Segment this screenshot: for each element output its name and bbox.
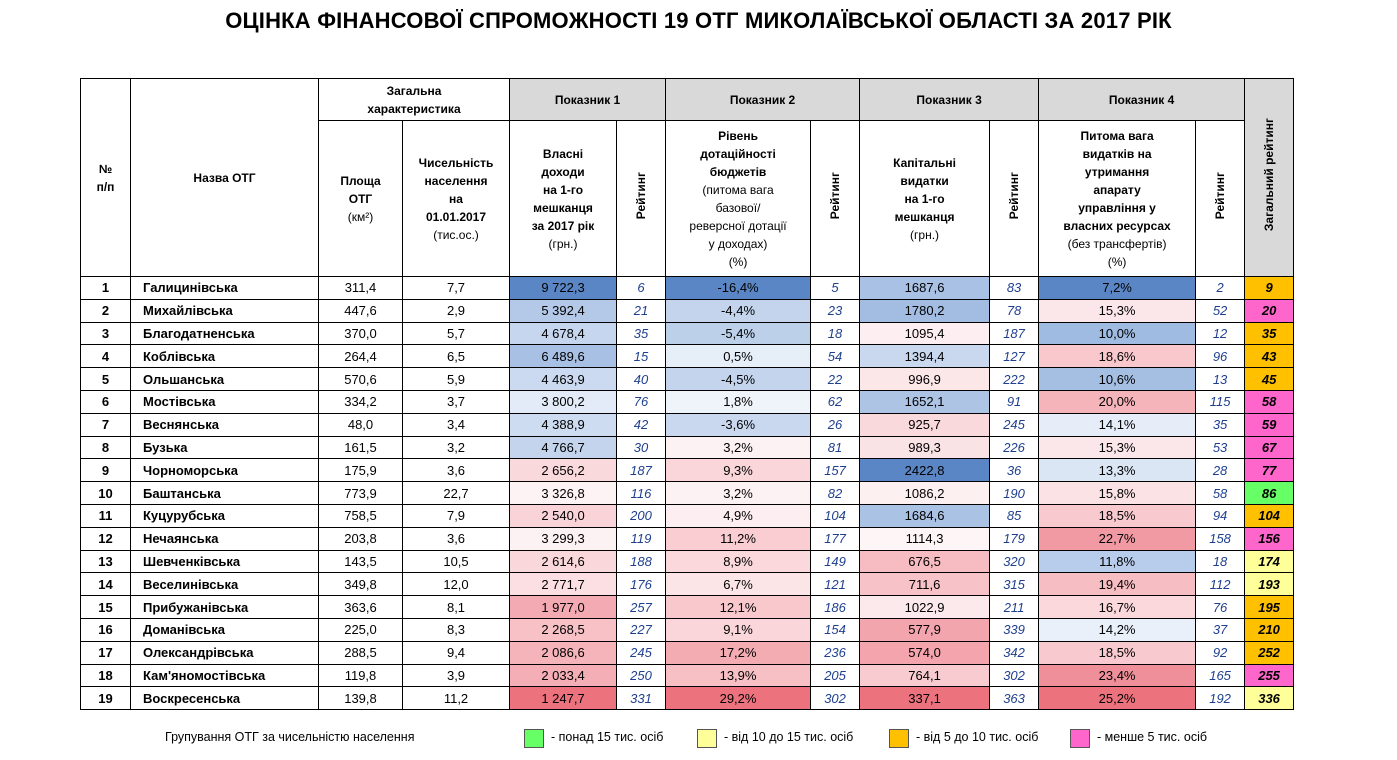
cell-population: 3,7 [403,390,510,413]
cell-r1: 257 [617,596,666,619]
cell-r1: 119 [617,527,666,550]
legend-swatch-orange [889,729,909,748]
header-p2: Показник 2 [666,79,860,121]
cell-name: Куцурубська [131,504,319,527]
cell-area: 570,6 [319,368,403,391]
cell-total: 58 [1245,390,1294,413]
cell-p3: 1687,6 [860,277,990,300]
cell-p3: 337,1 [860,687,990,710]
cell-r1: 176 [617,573,666,596]
legend [0,728,1397,748]
cell-r3: 245 [990,413,1039,436]
header-p1: Показник 1 [510,79,666,121]
cell-p1: 2 614,6 [510,550,617,573]
cell-r4: 165 [1196,664,1245,687]
table-row [81,596,1294,619]
legend-item: - від 5 до 10 тис. осіб [916,730,1039,744]
cell-population: 5,7 [403,322,510,345]
cell-p2: 9,3% [666,459,811,482]
cell-area: 773,9 [319,482,403,505]
table-row [81,436,1294,459]
cell-p4: 15,3% [1039,299,1196,322]
cell-r3: 179 [990,527,1039,550]
cell-num: 8 [81,436,131,459]
table-row [81,299,1294,322]
cell-r1: 42 [617,413,666,436]
cell-r4: 96 [1196,345,1245,368]
cell-p2: -16,4% [666,277,811,300]
cell-num: 12 [81,527,131,550]
cell-r3: 85 [990,504,1039,527]
cell-p1: 2 033,4 [510,664,617,687]
cell-p3: 577,9 [860,618,990,641]
cell-r4: 18 [1196,550,1245,573]
cell-r4: 192 [1196,687,1245,710]
cell-p1: 2 656,2 [510,459,617,482]
cell-r2: 177 [811,527,860,550]
cell-r4: 53 [1196,436,1245,459]
cell-r2: 26 [811,413,860,436]
cell-r3: 315 [990,573,1039,596]
cell-population: 11,2 [403,687,510,710]
cell-population: 7,7 [403,277,510,300]
cell-r1: 187 [617,459,666,482]
cell-r1: 227 [617,618,666,641]
header-p1-desc: Власні доходи на 1-го мешканця за 2017 рік (грн.) [510,121,617,277]
cell-p1: 2 540,0 [510,504,617,527]
cell-r4: 158 [1196,527,1245,550]
cell-name: Веселинівська [131,573,319,596]
cell-r3: 342 [990,641,1039,664]
header-p2-desc: Рівень дотаційності бюджетів (питома вага базової/ реверсної дотації у доходах) (%) [666,121,811,277]
table-row [81,345,1294,368]
cell-total: 193 [1245,573,1294,596]
table-row [81,504,1294,527]
cell-r1: 76 [617,390,666,413]
cell-total: 9 [1245,277,1294,300]
cell-r2: 23 [811,299,860,322]
cell-p4: 10,6% [1039,368,1196,391]
cell-num: 18 [81,664,131,687]
cell-name: Коблівська [131,345,319,368]
header-area: Площа ОТГ (км²) [319,121,403,277]
cell-p3: 1095,4 [860,322,990,345]
header-total: Загальний рейтинг [1245,79,1294,277]
cell-p1: 4 388,9 [510,413,617,436]
cell-total: 252 [1245,641,1294,664]
header-general: Загальна характеристика [319,79,510,121]
header-p4-desc: Питома вага видатків на утримання апарату управління у власних ресурсах (без трансфертів) (%) [1039,121,1196,277]
cell-r3: 78 [990,299,1039,322]
cell-r3: 190 [990,482,1039,505]
cell-population: 3,6 [403,527,510,550]
cell-p2: -4,4% [666,299,811,322]
cell-p1: 3 326,8 [510,482,617,505]
cell-p1: 4 463,9 [510,368,617,391]
legend-label: Групування ОТГ за чисельністю населення [165,730,415,744]
cell-p4: 18,5% [1039,641,1196,664]
cell-r2: 302 [811,687,860,710]
cell-r1: 200 [617,504,666,527]
cell-num: 2 [81,299,131,322]
legend-item: - понад 15 тис. осіб [551,730,664,744]
cell-num: 9 [81,459,131,482]
cell-population: 5,9 [403,368,510,391]
cell-r1: 6 [617,277,666,300]
cell-p3: 1022,9 [860,596,990,619]
header-p3-desc: Капітальні видатки на 1-го мешканця (грн.) [860,121,990,277]
cell-num: 17 [81,641,131,664]
cell-name: Нечаянська [131,527,319,550]
cell-p2: 8,9% [666,550,811,573]
cell-p1: 2 086,6 [510,641,617,664]
cell-r4: 92 [1196,641,1245,664]
cell-p3: 989,3 [860,436,990,459]
cell-p4: 11,8% [1039,550,1196,573]
cell-r3: 302 [990,664,1039,687]
cell-name: Мостівська [131,390,319,413]
cell-r2: 186 [811,596,860,619]
cell-r4: 58 [1196,482,1245,505]
cell-p4: 25,2% [1039,687,1196,710]
cell-population: 9,4 [403,641,510,664]
cell-population: 3,6 [403,459,510,482]
table-row [81,687,1294,710]
table-row [81,368,1294,391]
cell-total: 174 [1245,550,1294,573]
legend-item: - менше 5 тис. осіб [1097,730,1208,744]
cell-r2: 54 [811,345,860,368]
cell-area: 175,9 [319,459,403,482]
cell-name: Шевченківська [131,550,319,573]
cell-r3: 83 [990,277,1039,300]
cell-p3: 1684,6 [860,504,990,527]
cell-area: 311,4 [319,277,403,300]
cell-p2: 17,2% [666,641,811,664]
cell-area: 447,6 [319,299,403,322]
cell-p1: 2 268,5 [510,618,617,641]
cell-p2: 11,2% [666,527,811,550]
cell-r4: 94 [1196,504,1245,527]
cell-p3: 676,5 [860,550,990,573]
cell-area: 48,0 [319,413,403,436]
legend-swatch-pink [1070,729,1090,748]
cell-r3: 222 [990,368,1039,391]
cell-r1: 116 [617,482,666,505]
header-num: № п/п [81,79,131,277]
cell-r4: 13 [1196,368,1245,391]
cell-r2: 22 [811,368,860,391]
cell-p4: 22,7% [1039,527,1196,550]
header-name: Назва ОТГ [131,79,319,277]
cell-name: Олександрівська [131,641,319,664]
cell-area: 119,8 [319,664,403,687]
cell-num: 15 [81,596,131,619]
cell-num: 3 [81,322,131,345]
cell-r2: 205 [811,664,860,687]
cell-total: 210 [1245,618,1294,641]
table-row [81,459,1294,482]
cell-p1: 5 392,4 [510,299,617,322]
cell-total: 156 [1245,527,1294,550]
cell-p4: 7,2% [1039,277,1196,300]
cell-r2: 104 [811,504,860,527]
cell-p1: 2 771,7 [510,573,617,596]
header-p3-rating: Рейтинг [990,121,1039,277]
cell-r3: 211 [990,596,1039,619]
table-row [81,664,1294,687]
header-population: Чисельність населення на 01.01.2017 (тис.ос.) [403,121,510,277]
cell-num: 1 [81,277,131,300]
cell-total: 336 [1245,687,1294,710]
cell-p2: 9,1% [666,618,811,641]
cell-area: 203,8 [319,527,403,550]
cell-p1: 3 299,3 [510,527,617,550]
legend-item: - від 10 до 15 тис. осіб [724,730,854,744]
cell-p4: 13,3% [1039,459,1196,482]
cell-p3: 1394,4 [860,345,990,368]
cell-r3: 91 [990,390,1039,413]
cell-r4: 112 [1196,573,1245,596]
cell-total: 59 [1245,413,1294,436]
cell-area: 363,6 [319,596,403,619]
cell-total: 67 [1245,436,1294,459]
cell-r1: 245 [617,641,666,664]
cell-name: Воскресенська [131,687,319,710]
cell-population: 3,9 [403,664,510,687]
cell-r3: 363 [990,687,1039,710]
table-row [81,413,1294,436]
cell-num: 13 [81,550,131,573]
cell-r4: 115 [1196,390,1245,413]
cell-name: Михайлівська [131,299,319,322]
header-p3: Показник 3 [860,79,1039,121]
cell-r2: 18 [811,322,860,345]
cell-population: 3,2 [403,436,510,459]
cell-p3: 1114,3 [860,527,990,550]
cell-r2: 81 [811,436,860,459]
cell-r3: 226 [990,436,1039,459]
cell-p2: 29,2% [666,687,811,710]
legend-swatch-yellow [697,729,717,748]
cell-r1: 331 [617,687,666,710]
cell-p2: 13,9% [666,664,811,687]
cell-r1: 21 [617,299,666,322]
cell-population: 10,5 [403,550,510,573]
cell-p3: 764,1 [860,664,990,687]
table-row [81,550,1294,573]
cell-num: 19 [81,687,131,710]
cell-name: Прибужанівська [131,596,319,619]
cell-p4: 15,8% [1039,482,1196,505]
cell-p1: 6 489,6 [510,345,617,368]
cell-num: 4 [81,345,131,368]
header-p4-rating: Рейтинг [1196,121,1245,277]
cell-r4: 37 [1196,618,1245,641]
cell-r2: 157 [811,459,860,482]
cell-name: Баштанська [131,482,319,505]
cell-r1: 35 [617,322,666,345]
cell-name: Ольшанська [131,368,319,391]
table-row [81,618,1294,641]
cell-p1: 1 977,0 [510,596,617,619]
cell-num: 7 [81,413,131,436]
cell-p2: 3,2% [666,436,811,459]
cell-population: 22,7 [403,482,510,505]
cell-r4: 12 [1196,322,1245,345]
cell-num: 6 [81,390,131,413]
cell-total: 255 [1245,664,1294,687]
cell-r2: 62 [811,390,860,413]
cell-r1: 15 [617,345,666,368]
cell-area: 161,5 [319,436,403,459]
table-row [81,482,1294,505]
cell-r1: 188 [617,550,666,573]
cell-total: 195 [1245,596,1294,619]
cell-p2: 4,9% [666,504,811,527]
cell-population: 12,0 [403,573,510,596]
cell-r2: 5 [811,277,860,300]
table-row [81,390,1294,413]
cell-p4: 10,0% [1039,322,1196,345]
cell-p4: 18,5% [1039,504,1196,527]
cell-total: 20 [1245,299,1294,322]
cell-population: 8,1 [403,596,510,619]
cell-total: 104 [1245,504,1294,527]
cell-total: 77 [1245,459,1294,482]
cell-p1: 9 722,3 [510,277,617,300]
cell-r3: 36 [990,459,1039,482]
cell-r4: 52 [1196,299,1245,322]
cell-p1: 3 800,2 [510,390,617,413]
cell-r3: 320 [990,550,1039,573]
cell-r4: 35 [1196,413,1245,436]
cell-name: Доманівська [131,618,319,641]
cell-area: 225,0 [319,618,403,641]
cell-r4: 76 [1196,596,1245,619]
cell-p1: 4 766,7 [510,436,617,459]
cell-p3: 925,7 [860,413,990,436]
cell-p4: 14,2% [1039,618,1196,641]
cell-r2: 154 [811,618,860,641]
cell-area: 288,5 [319,641,403,664]
cell-p3: 1086,2 [860,482,990,505]
cell-population: 3,4 [403,413,510,436]
cell-r3: 187 [990,322,1039,345]
cell-r2: 149 [811,550,860,573]
cell-name: Галицинівська [131,277,319,300]
cell-r4: 2 [1196,277,1245,300]
cell-population: 2,9 [403,299,510,322]
cell-area: 334,2 [319,390,403,413]
cell-r1: 40 [617,368,666,391]
cell-r3: 339 [990,618,1039,641]
cell-p4: 15,3% [1039,436,1196,459]
cell-total: 45 [1245,368,1294,391]
cell-name: Благодатненська [131,322,319,345]
page-title: ОЦІНКА ФІНАНСОВОЇ СПРОМОЖНОСТІ 19 ОТГ МИКОЛАЇВСЬКОЇ ОБЛАСТІ ЗА 2017 РІК [225,8,1172,33]
cell-name: Кам'яномостівська [131,664,319,687]
cell-num: 11 [81,504,131,527]
table-body [81,277,1294,710]
cell-p3: 574,0 [860,641,990,664]
cell-r2: 121 [811,573,860,596]
cell-area: 139,8 [319,687,403,710]
cell-total: 86 [1245,482,1294,505]
cell-name: Бузька [131,436,319,459]
cell-p2: -5,4% [666,322,811,345]
cell-r3: 127 [990,345,1039,368]
header-p1-rating: Рейтинг [617,121,666,277]
cell-p4: 20,0% [1039,390,1196,413]
cell-p1: 1 247,7 [510,687,617,710]
cell-num: 16 [81,618,131,641]
header-p4: Показник 4 [1039,79,1245,121]
legend-swatch-green [524,729,544,748]
cell-r2: 82 [811,482,860,505]
cell-p3: 711,6 [860,573,990,596]
cell-r4: 28 [1196,459,1245,482]
cell-p4: 19,4% [1039,573,1196,596]
cell-r1: 30 [617,436,666,459]
cell-area: 264,4 [319,345,403,368]
cell-total: 35 [1245,322,1294,345]
cell-r1: 250 [617,664,666,687]
cell-r2: 236 [811,641,860,664]
table-row [81,277,1294,300]
cell-p2: 0,5% [666,345,811,368]
table-row [81,527,1294,550]
cell-population: 6,5 [403,345,510,368]
cell-area: 370,0 [319,322,403,345]
cell-name: Чорноморська [131,459,319,482]
cell-p2: 3,2% [666,482,811,505]
cell-num: 10 [81,482,131,505]
cell-name: Веснянська [131,413,319,436]
cell-population: 7,9 [403,504,510,527]
cell-p3: 1780,2 [860,299,990,322]
cell-p3: 2422,8 [860,459,990,482]
cell-area: 758,5 [319,504,403,527]
table-row [81,641,1294,664]
cell-p4: 14,1% [1039,413,1196,436]
cell-area: 349,8 [319,573,403,596]
cell-p3: 1652,1 [860,390,990,413]
cell-num: 5 [81,368,131,391]
rating-table [80,78,1294,710]
table-row [81,322,1294,345]
cell-p2: 6,7% [666,573,811,596]
cell-num: 14 [81,573,131,596]
cell-p4: 18,6% [1039,345,1196,368]
cell-p4: 23,4% [1039,664,1196,687]
cell-p2: -4,5% [666,368,811,391]
cell-p2: -3,6% [666,413,811,436]
header-p2-rating: Рейтинг [811,121,860,277]
cell-area: 143,5 [319,550,403,573]
cell-p2: 1,8% [666,390,811,413]
cell-population: 8,3 [403,618,510,641]
cell-total: 43 [1245,345,1294,368]
cell-p1: 4 678,4 [510,322,617,345]
cell-p4: 16,7% [1039,596,1196,619]
table-row [81,573,1294,596]
cell-p2: 12,1% [666,596,811,619]
cell-p3: 996,9 [860,368,990,391]
